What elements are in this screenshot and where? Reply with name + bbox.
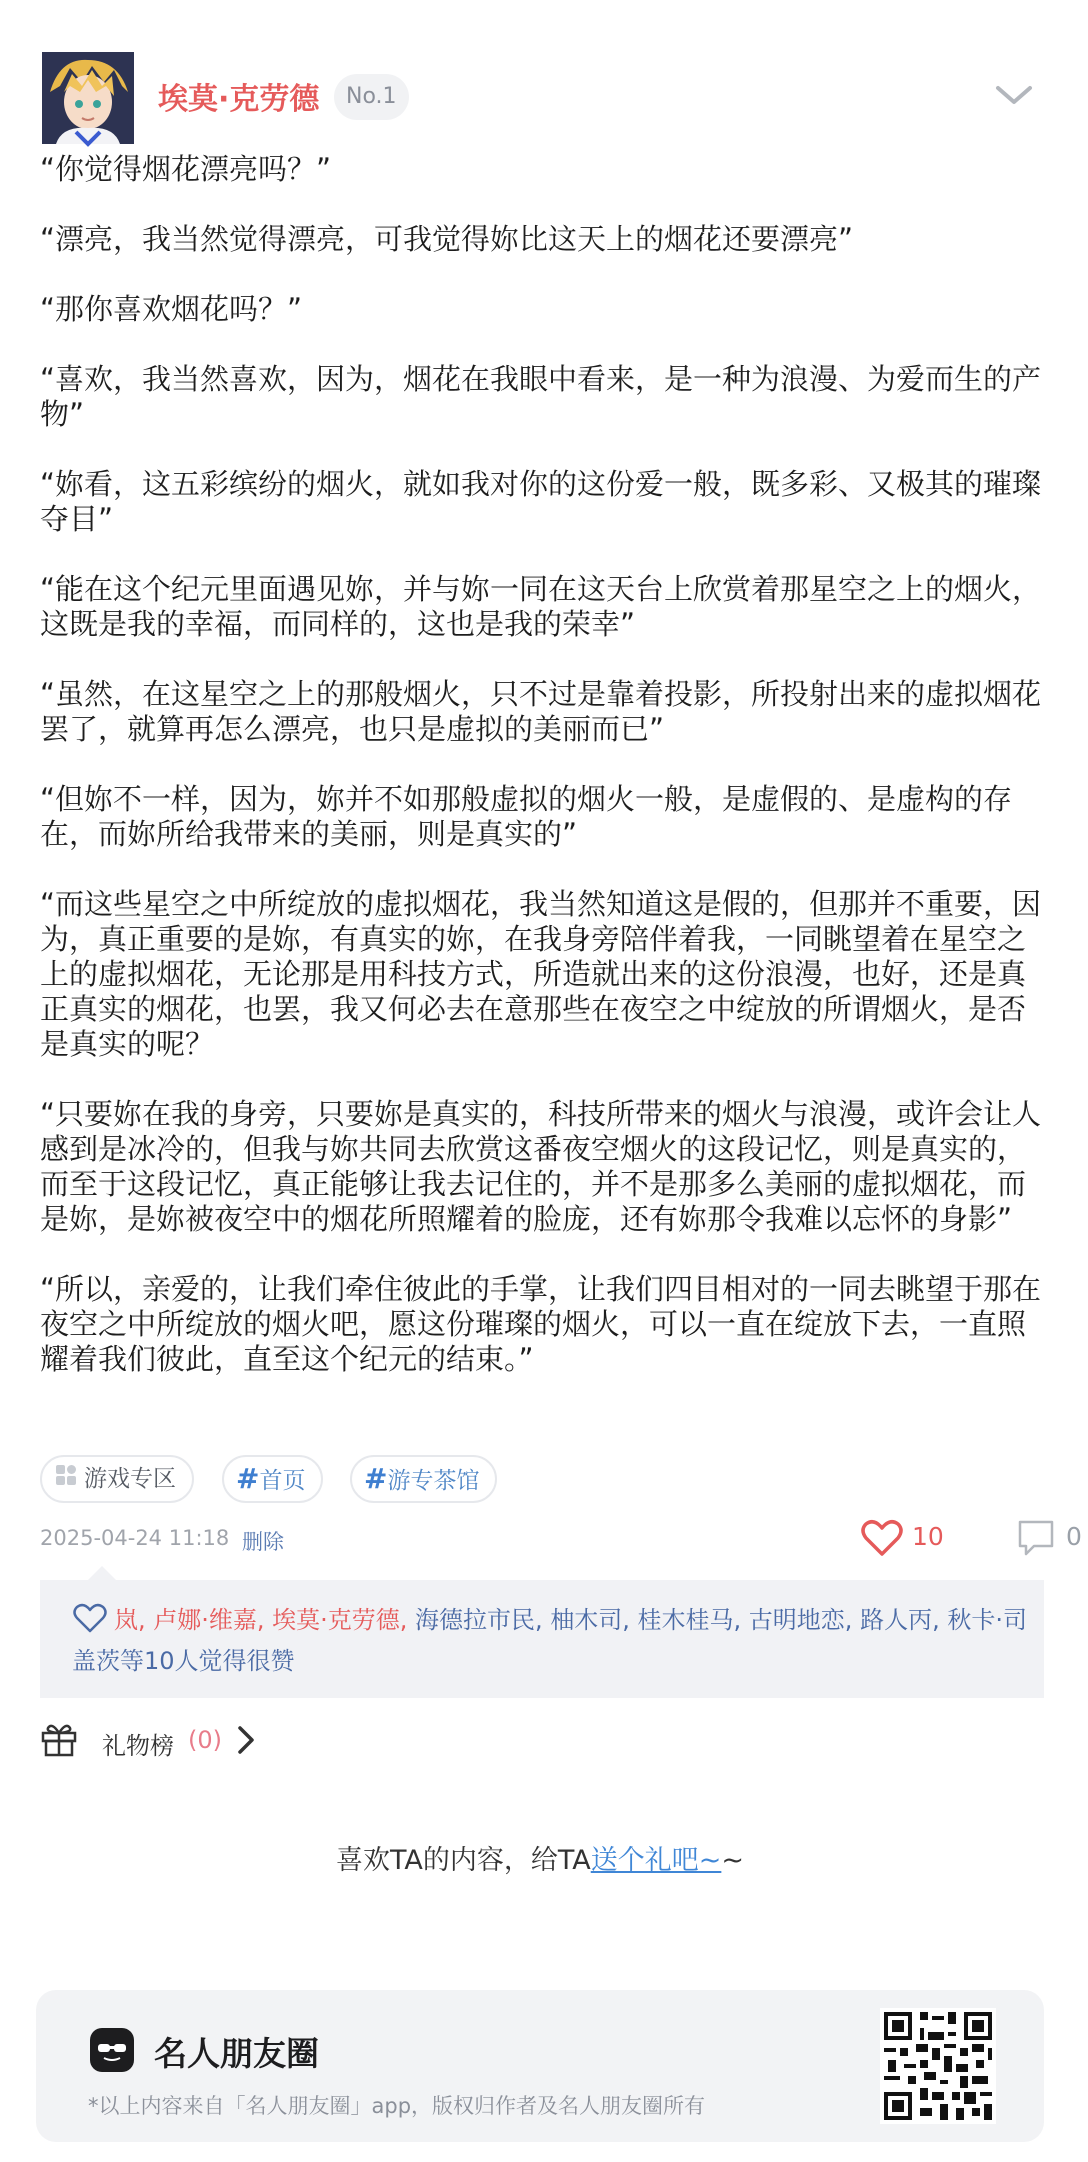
tag-label: 游专茶馆 xyxy=(387,1468,480,1494)
post-timestamp: 2025-04-24 11:18 xyxy=(40,1526,230,1550)
comment-icon xyxy=(1016,1518,1056,1558)
tag-tea-house[interactable] xyxy=(350,1455,497,1503)
avatar[interactable] xyxy=(42,52,134,144)
tag-home[interactable] xyxy=(222,1455,323,1503)
app-name: 名人朋友圈 xyxy=(154,2034,319,2073)
tag-label: 首页 xyxy=(259,1468,306,1494)
heart-icon xyxy=(860,1518,904,1558)
comment-button[interactable] xyxy=(978,1516,1088,1560)
post-paragraph: “虽然，在这星空之上的那般烟火，只不过是靠着投影，所投射出来的虚拟烟花罢了，就算再怎么漂亮，也只是虚拟的美丽而已” xyxy=(40,677,1042,746)
likes-panel xyxy=(40,1580,1044,1698)
like-count: 10 xyxy=(912,1522,944,1551)
gift-ranking-row[interactable] xyxy=(40,1718,440,1762)
post-paragraph: “能在这个纪元里面遇见妳，并与妳一同在这天台上欣赏着那星空之上的烟火，这既是我的幸福，而同样的，这也是我的荣幸” xyxy=(40,572,1042,641)
liker-names[interactable]: 海德拉市民, 柚木司, 桂木桂马, 古明地恋, 路人丙, 秋卡·司盖茨等10人觉得很赞 xyxy=(72,1606,1027,1675)
tag-label: 游戏专区 xyxy=(84,1466,176,1492)
comment-count: 0 xyxy=(1066,1522,1082,1551)
gift-cta-prefix: 喜欢TA的内容，给TA xyxy=(336,1845,591,1876)
post-header xyxy=(0,0,1080,160)
post-meta xyxy=(40,1522,1082,1562)
delete-link[interactable]: 删除 xyxy=(242,1530,284,1554)
gift-icon xyxy=(40,1720,78,1758)
gift-cta-suffix: ~ xyxy=(721,1845,744,1876)
chevron-right-icon xyxy=(236,1724,256,1756)
app-logo-icon xyxy=(90,2028,134,2072)
post-paragraph: “你觉得烟花漂亮吗？” xyxy=(40,152,332,186)
like-button[interactable] xyxy=(860,1516,980,1560)
app-footer-card xyxy=(36,1990,1044,2142)
post-paragraph: “所以，亲爱的，让我们牵住彼此的手掌，让我们四目相对的一同去眺望于那在夜空之中所绽放的烟火吧，愿这份璀璨的烟火，可以一直在绽放下去，一直照耀着我们彼此，直至这个纪元的结束。” xyxy=(40,1272,1042,1376)
username[interactable]: 埃莫·克劳德 xyxy=(158,82,320,117)
tag-game-zone[interactable] xyxy=(40,1455,194,1503)
liker-names-highlight[interactable]: 岚, 卢娜·维嘉, 埃莫·克劳德, xyxy=(114,1606,408,1634)
hashtag-icon: # xyxy=(236,1462,260,1495)
post-paragraph: “妳看，这五彩缤纷的烟火，就如我对你的这份爱一般，既多彩、又极其的璀璨夺目” xyxy=(40,467,1042,536)
post-paragraph: “只要妳在我的身旁，只要妳是真实的，科技所带来的烟火与浪漫，或许会让人感到是冰冷的，但我与妳共同去欣赏这番夜空烟火的这段记忆，则是真实的，而至于这段记忆，真正能够让我去记住的，并不是那多么美丽的虚拟烟花，而是妳，是妳被夜空中的烟花所照耀着的脸庞，还有妳那令我难以忘怀的身影” xyxy=(40,1097,1042,1236)
send-gift-link[interactable]: 送个礼吧~ xyxy=(590,1845,722,1876)
gift-cta xyxy=(0,1838,1080,1877)
post-paragraph: “漂亮，我当然觉得漂亮，可我觉得妳比这天上的烟花还要漂亮” xyxy=(40,222,854,256)
chevron-down-icon[interactable] xyxy=(992,78,1036,112)
post-paragraph: “喜欢，我当然喜欢，因为，烟花在我眼中看来，是一种为浪漫、为爱而生的产物” xyxy=(40,362,1042,431)
gift-count: (0) xyxy=(188,1726,222,1754)
copyright-disclaimer: *以上内容来自「名人朋友圈」app，版权归作者及名人朋友圈所有 xyxy=(88,2094,706,2118)
heart-outline-icon xyxy=(72,1602,108,1644)
hashtag-icon: # xyxy=(364,1462,388,1495)
grid-icon xyxy=(54,1458,78,1502)
qr-code[interactable] xyxy=(880,2008,996,2124)
post-paragraph: “那你喜欢烟花吗？” xyxy=(40,292,303,326)
gift-ranking-label: 礼物榜 xyxy=(102,1732,174,1760)
likers-list xyxy=(72,1602,1032,1679)
post-content xyxy=(40,152,1044,1412)
post-paragraph: “而这些星空之中所绽放的虚拟烟花，我当然知道这是假的，但那并不重要，因为，真正重要的是妳，有真实的妳，在我身旁陪伴着我，一同眺望着在星空之上的虚拟烟花，无论那是用科技方式，所造就出来的这份浪漫，也好，还是真正真实的烟花，也罢，我又何必去在意那些在夜空之中绽放的所谓烟火，是否是真实的呢？ xyxy=(40,887,1042,1061)
post-paragraph: “但妳不一样，因为，妳并不如那般虚拟的烟火一般，是虚假的、是虚构的存在，而妳所给我带来的美丽，则是真实的” xyxy=(40,782,1013,851)
rank-badge: No.1 xyxy=(334,74,409,120)
likes-caret xyxy=(88,1566,116,1580)
